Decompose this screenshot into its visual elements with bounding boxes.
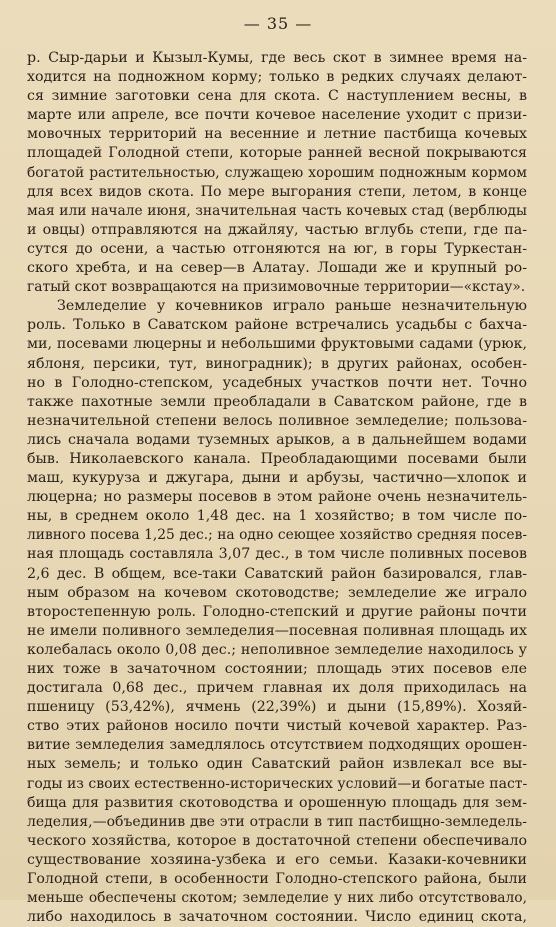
- text-line: второстепенную роль. Голодно-степский и другие районы почти: [27, 603, 527, 620]
- text-line: меньше обеспечены скотом; земледелие у них либо отсутствовало,: [27, 890, 527, 907]
- text-line: ливного посева 1,25 дес.; на одно сеющее хозяйство средняя посев-: [27, 527, 527, 544]
- text-line: ны, в среднем около 1,48 дес. на 1 хозяйство; в том числе по-: [27, 508, 527, 525]
- text-line: Голодной степи, в особенности Голодно-степского района, были: [27, 871, 527, 888]
- text-line: также пахотные земли преобладали в Саватском районе, где в: [27, 393, 527, 410]
- text-line: ная площадь составляла 3,07 дес., в том числе поливных посевов: [27, 546, 527, 563]
- text-line: и овцы) отправляются на джайляу, частью вглубь степи, где па-: [27, 221, 527, 238]
- text-line: годы из своих естественно-исторических условий—и богатые паст-: [27, 775, 527, 792]
- text-line: но в Голодно-степском, усадебных участков почти нет. Точно: [27, 374, 527, 391]
- text-line: р. Сыр-дарьи и Кызыл-Кумы, где весь скот в зимнее время на-: [27, 50, 527, 66]
- text-line: мовочных территорий на весенние и летние пастбища кочевых: [27, 126, 527, 143]
- text-line: ходится на подножном корму; только в редких случаях делают-: [27, 69, 527, 86]
- text-line: колебалась около 0,08 дес.; неполивное земледелие находилось у: [27, 641, 527, 658]
- text-line: сутся до осени, а частью отгоняются на юг, в горы Туркестан-: [27, 240, 527, 257]
- text-line: люцерна; но размеры посевов в этом районе очень незначитель-: [27, 489, 527, 506]
- page-number: — 35 —: [243, 14, 313, 33]
- text-line: существование хозяина-узбека и его семьи. Казаки-кочевники: [27, 851, 527, 868]
- body-text: [27, 49, 527, 927]
- text-line: пшеницу (53,42%), ячмень (22,39%) и дыни (15,89%). Хозяй-: [27, 699, 527, 716]
- text-line: леделия,—объединив две эти отрасли в тип пастбищно-земледель-: [27, 813, 527, 830]
- text-line: них тоже в зачаточном состоянии; площадь этих посевов еле: [27, 661, 527, 677]
- text-line: ным образом на кочевом скотоводстве; земледелие же играло: [27, 584, 527, 601]
- text-line: ческого хозяйства, которое в достаточной степени обеспечивало: [27, 832, 527, 849]
- text-line: Земледелие у кочевников играло раньше незначительную: [57, 298, 527, 315]
- text-line: гатый скот возвращаются на призимовочные территории—«кстау».: [27, 279, 526, 296]
- text-line: бища для развития скотоводства и орошенную площадь для зем-: [27, 794, 527, 811]
- text-line: незначительной степени велось поливное земледелие; пользова-: [27, 412, 527, 429]
- text-line: ся зимние заготовки сена для скота. С наступлением весны, в: [27, 88, 527, 105]
- text-line: витие земледелия замедлялось отсутствием подходящих орошен-: [27, 737, 527, 754]
- text-line: площадей Голодной степи, которые ранней весной покрываются: [27, 145, 527, 162]
- text-line: марте или апреле, все почти кочевое население уходит с призи-: [27, 107, 527, 124]
- text-line: ми, посевами люцерны и небольшими фруктовыми садами (урюк,: [27, 336, 527, 353]
- text-line: яблоня, персики, тут, виноградник); в других районах, особен-: [27, 355, 527, 372]
- text-line: ство этих районов носило почти чистый кочевой характер. Раз-: [27, 718, 527, 735]
- text-line: 2,6 дес. В общем, все-таки Саватский район базировался, глав-: [27, 565, 527, 582]
- text-line: лись сначала водами туземных арыков, а в дальнейшем водами: [27, 431, 527, 448]
- text-line: для всех видов скота. По мере выгорания степи, летом, в конце: [27, 183, 527, 200]
- text-line: мая или начале июня, значительная часть кочевых стад (верблюды: [27, 202, 527, 219]
- text-line: не имели поливного земледелия—посевная поливная площадь их: [27, 622, 527, 639]
- text-line: быв. Николаевского канала. Преобладающими посевами были: [27, 450, 527, 467]
- text-line: ных земель; и только один Саватский район извлекал все вы-: [27, 756, 527, 773]
- text-line: роль. Только в Саватском районе встречались усадьбы с бахча-: [27, 317, 527, 334]
- text-line: богатой растительностью, служащею хорошим подножным кормом: [27, 164, 527, 181]
- text-line: ского хребта, и на север—в Алатау. Лошади же и крупный ро-: [27, 260, 527, 277]
- text-line: маш, кукуруза и джугара, дыни и арбузы, частично—хлопок и: [27, 470, 527, 487]
- text-line: достигала 0,68 дес., причем главная их доля приходилась на: [27, 680, 527, 697]
- text-line: либо находилось в зачаточном состоянии. Число единиц скота,: [27, 909, 527, 926]
